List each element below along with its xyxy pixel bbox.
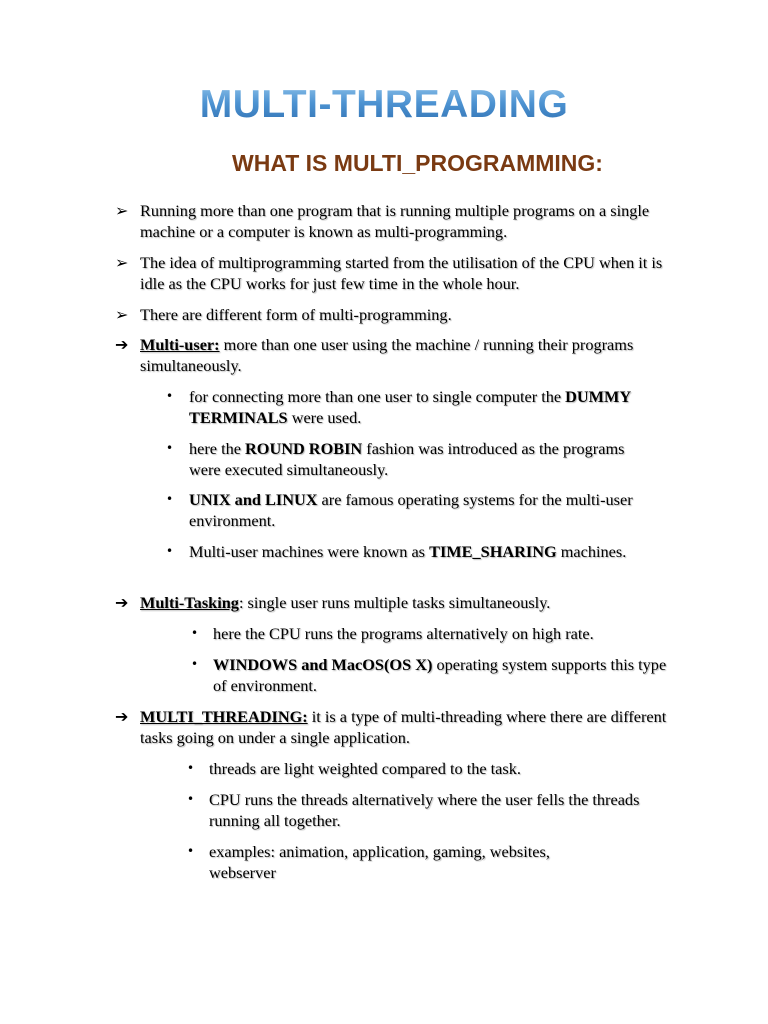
multi-user-bullet-4 (189, 541, 659, 562)
bullet-icon: • (187, 761, 195, 775)
multi-user-bullet-1 (189, 386, 664, 428)
triangle-bullet-icon: ➢ (115, 305, 129, 324)
arrow-bullet-icon: ➔ (115, 707, 129, 726)
text-run: operating system supports this type of environment. (213, 655, 667, 695)
multi-tasking-heading (140, 592, 680, 613)
multi-threading-bullet-2: CPU runs the threads alternatively where the user fells the threads running all together. (209, 790, 640, 830)
multi-user-desc: more than one user using the machine / running their programs simultaneously. (140, 335, 634, 375)
multi-threading-bullet-1: threads are light weighted compared to the task. (209, 759, 521, 778)
multi-threading-heading (140, 706, 675, 748)
multi-tasking-bullet-1: here the CPU runs the programs alternatively on high rate. (213, 624, 594, 643)
text-run: fashion was introduced as the programs were executed simultaneously. (189, 439, 625, 479)
text-run: were used. (287, 408, 362, 427)
bullet-icon: • (187, 844, 195, 858)
bold-term: DUMMY TERMINALS (189, 387, 631, 427)
section-subtitle: WHAT IS MULTI_PROGRAMMING: (232, 150, 603, 176)
text-run: Multi-user machines were known as (189, 542, 430, 561)
multi-threading-term: MULTI_THREADING: (140, 707, 308, 726)
bullet-icon: • (166, 544, 174, 558)
bullet-icon: • (187, 792, 195, 806)
triangle-bullet-icon: ➢ (115, 253, 129, 272)
multi-tasking-term: Multi-Tasking (140, 593, 239, 612)
bullet-icon: • (166, 441, 174, 455)
point-2: The idea of multiprogramming started from the utilisation of the CPU when it is idle as the CPU works for just few time in the whole hour. (140, 253, 663, 293)
text-run: here the (189, 439, 246, 458)
triangle-bullet-icon: ➢ (115, 201, 129, 220)
multi-tasking-bullet-2 (213, 654, 668, 696)
multi-user-term: Multi-user: (140, 335, 220, 354)
multi-user-bullet-3 (189, 489, 674, 531)
multi-user-heading (140, 334, 675, 376)
bold-term: TIME_SHARING (429, 542, 557, 561)
arrow-bullet-icon: ➔ (115, 593, 129, 612)
point-1: Running more than one program that is running multiple programs on a single machine or a computer is known as multi-programming. (140, 201, 650, 241)
text-run: for connecting more than one user to single computer the (189, 387, 566, 406)
bold-term: ROUND ROBIN (245, 439, 363, 458)
text-run: machines. (556, 542, 627, 561)
page-title: MULTI-THREADING (0, 83, 768, 127)
multi-tasking-desc: : single user runs multiple tasks simultaneously. (238, 593, 551, 612)
arrow-bullet-icon: ➔ (115, 335, 129, 354)
text-run: are famous operating systems for the multi-user environment. (189, 490, 633, 530)
bullet-icon: • (191, 657, 199, 671)
point-3: There are different form of multi-programming. (140, 305, 452, 324)
multi-user-bullet-2 (189, 438, 659, 480)
bullet-icon: • (191, 626, 199, 640)
multi-threading-desc: it is a type of multi-threading where there are different tasks going on under a single application. (140, 707, 667, 747)
bold-term: UNIX and LINUX (189, 490, 318, 509)
bullet-icon: • (166, 389, 174, 403)
bold-term: WINDOWS and MacOS(OS X) (213, 655, 433, 674)
bullet-icon: • (166, 492, 174, 506)
multi-threading-bullet-3: examples: animation, application, gaming, websites, webserver (209, 842, 550, 882)
